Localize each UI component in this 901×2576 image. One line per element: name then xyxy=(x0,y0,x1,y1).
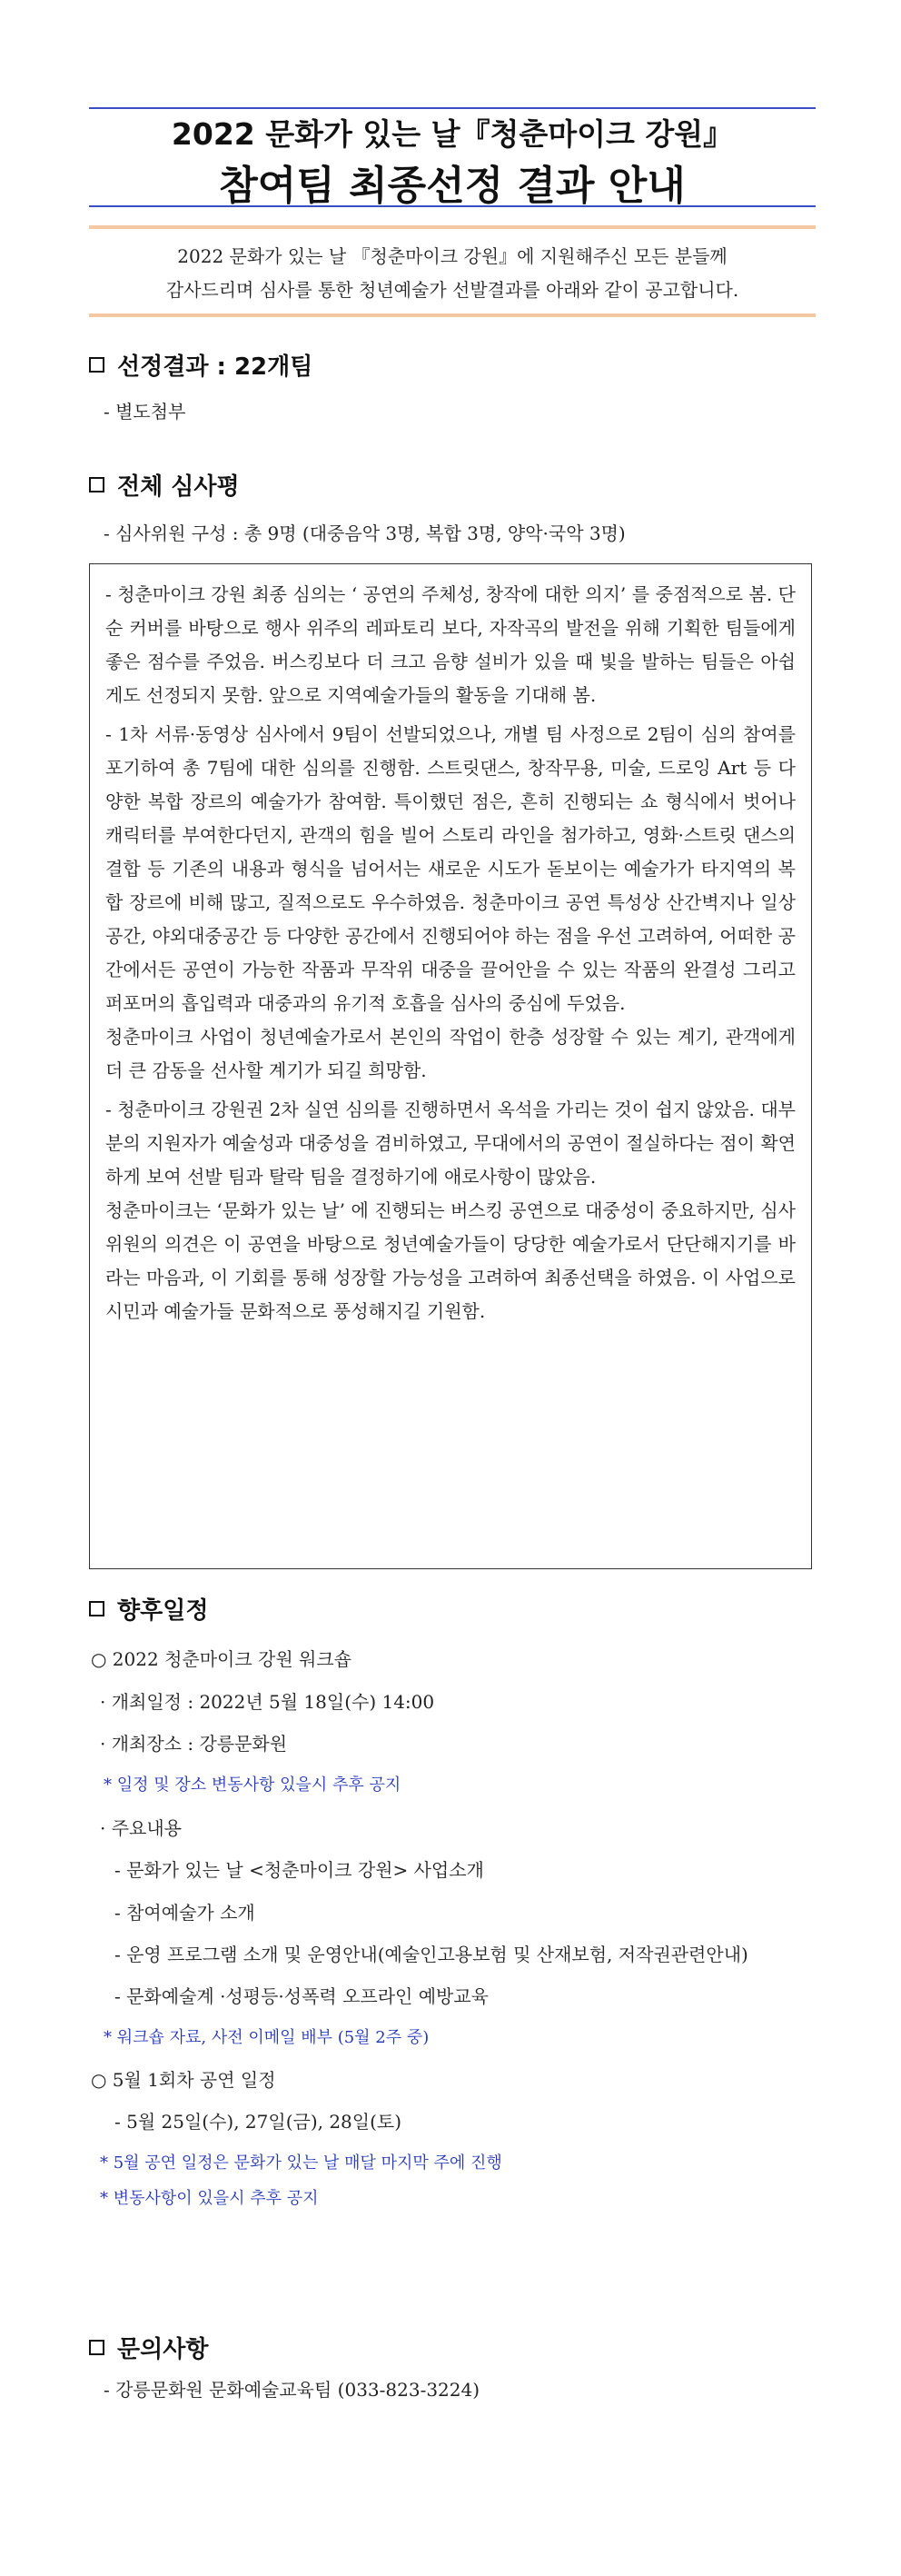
intro-bottom-rule xyxy=(89,313,816,317)
square-bullet-icon xyxy=(89,357,104,373)
intro-line2: 감사드리며 심사를 통한 청년예술가 선발결과를 아래와 같이 공고합니다. xyxy=(165,279,739,301)
title-bottom-rule xyxy=(89,205,816,207)
section-result-heading xyxy=(89,348,312,382)
notice-change-later: * 변동사항이 있을시 추후 공지 xyxy=(100,2189,319,2208)
title-line1: 2022 문화가 있는 날『청춘마이크 강원』 xyxy=(171,116,734,152)
intro-line1: 2022 문화가 있는 날 『청춘마이크 강원』에 지원해주신 모든 분들께 xyxy=(177,245,728,267)
square-bullet-icon xyxy=(89,1601,104,1616)
review-paragraph: - 1차 서류·동영상 심사에서 9팀이 선발되었으나, 개별 팀 사정으로 2팀이 심의 참여를 포기하여 총 7팀에 대한 심의를 진행함. 스트릿댄스, 창작무용, 미술, 드로잉 Art 등 다양한 복합 장르의 예술가가 참여함. 특이했던 점은, 흔히 진행되는 쇼 형식에서 벗어나 캐릭터를 부여한다던지, 관객의 힘을 빌어 스토리 라인을 첨가하고, 영화·스트릿 댄스의 결합 등 기존의 내용과 형식을 넘어서는 새로운 시도가 돋보이는 예술가가 타지역의 복합 장르에 비해 많고, 질적으로도 우수하였음. 청춘마이크 공연 특성상 산간벽지나 일상공간, 야외대중공간 등 다양한 공간에서 진행되어야 하는 점을 우선 고려하여, 어떠한 공간에서든 공연이 가능한 작품과 무작위 대중을 끌어안을 수 있는 작품의 완결성 그리고 퍼포머의 흡입력과 대중과의 유기적 호흡을 심사의 중심에 두었음. xyxy=(105,723,796,1014)
intro-top-rule xyxy=(89,225,816,229)
notice-change: * 일정 및 장소 변동사항 있을시 추후 공지 xyxy=(104,1775,401,1795)
review-paragraph: - 청춘마이크 강원권 2차 실연 심의를 진행하면서 옥석을 가리는 것이 쉽지 않았음. 대부분의 지원자가 예술성과 대중성을 겸비하였고, 무대에서의 공연이 절실하다는 점이 확연하게 보여 선발 팀과 탈락 팀을 결정하기에 애로사항이 많았음. xyxy=(105,1099,796,1188)
result-item: - 별도첨부 xyxy=(104,401,186,423)
section-review-heading xyxy=(89,468,240,502)
section-contact-title: 문의사항 xyxy=(117,2336,209,2363)
title-top-rule xyxy=(89,107,816,109)
review-paragraph: 청춘마이크는 ‘문화가 있는 날’ 에 진행되는 버스킹 공연으로 대중성이 중요하지만, 심사위원의 의견은 이 공연을 바탕으로 청년예술가들이 당당한 예술가로서 단단해지기를 바라는 마음과, 이 기회를 통해 성장할 가능성을 고려하여 최종선택을 하였음. 이 사업으로 시민과 예술가들 문화적으로 풍성해지길 기원함. xyxy=(105,1199,796,1322)
content-item: - 운영 프로그램 소개 및 운영안내(예술인고용보험 및 산재보험, 저작권관련안내) xyxy=(114,1944,748,1965)
notice-workshop-material: * 워크숍 자료, 사전 이메일 배부 (5월 2주 중) xyxy=(104,2028,430,2047)
performance-dates: - 5월 25일(수), 27일(금), 28일(토) xyxy=(114,2111,402,2133)
review-committee: - 심사위원 구성 : 총 9명 (대중음악 3명, 복합 3명, 양악·국악 3명) xyxy=(104,522,626,544)
content-item: - 문화예술계 ·성평등·성폭력 오프라인 예방교육 xyxy=(114,1985,489,2007)
content-item: - 참여예술가 소개 xyxy=(114,1902,255,1924)
square-bullet-icon xyxy=(89,477,104,492)
section-schedule-heading xyxy=(89,1592,208,1626)
section-result-title: 선정결과 : 22개팀 xyxy=(117,353,313,381)
main-content-label: · 주요내용 xyxy=(100,1817,182,1839)
content-item: - 문화가 있는 날 <청춘마이크 강원> 사업소개 xyxy=(114,1859,484,1881)
section-review-title: 전체 심사평 xyxy=(117,473,240,501)
review-paragraph: - 청춘마이크 강원 최종 심의는 ‘ 공연의 주체성, 창작에 대한 의지’ 를 중점적으로 봄. 단순 커버를 바탕으로 행사 위주의 레파토리 보다, 자작곡의 발전을 위해 기획한 팀들에게 좋은 점수를 주었음. 버스킹보다 더 크고 음향 설비가 있을 때 빛을 발하는 팀들은 아쉽게도 선정되지 못함. 앞으로 지역예술가들의 활동을 기대해 봄. xyxy=(105,583,796,706)
intro-text xyxy=(89,240,816,307)
workshop-title: ○ 2022 청춘마이크 강원 워크숍 xyxy=(91,1648,351,1670)
review-paragraph: 청춘마이크 사업이 청년예술가로서 본인의 작업이 한층 성장할 수 있는 계기, 관객에게 더 큰 감동을 선사할 계기가 되길 희망함. xyxy=(105,1026,796,1081)
performance-title: ○ 5월 1회차 공연 일정 xyxy=(91,2069,276,2091)
page-title: 참여팀 최종선정 결과 안내 xyxy=(219,163,686,209)
contact-item: - 강릉문화원 문화예술교육팀 (033-823-3224) xyxy=(104,2379,480,2401)
workshop-place: · 개최장소 : 강릉문화원 xyxy=(100,1733,288,1755)
review-text xyxy=(105,578,796,1328)
section-schedule-title: 향후일정 xyxy=(117,1597,209,1625)
square-bullet-icon xyxy=(89,2340,104,2355)
workshop-date: · 개최일정 : 2022년 5월 18일(수) 14:00 xyxy=(100,1691,435,1713)
section-contact-heading xyxy=(89,2331,208,2364)
notice-performance-schedule: * 5월 공연 일정은 문화가 있는 날 매달 마지막 주에 진행 xyxy=(100,2153,502,2173)
